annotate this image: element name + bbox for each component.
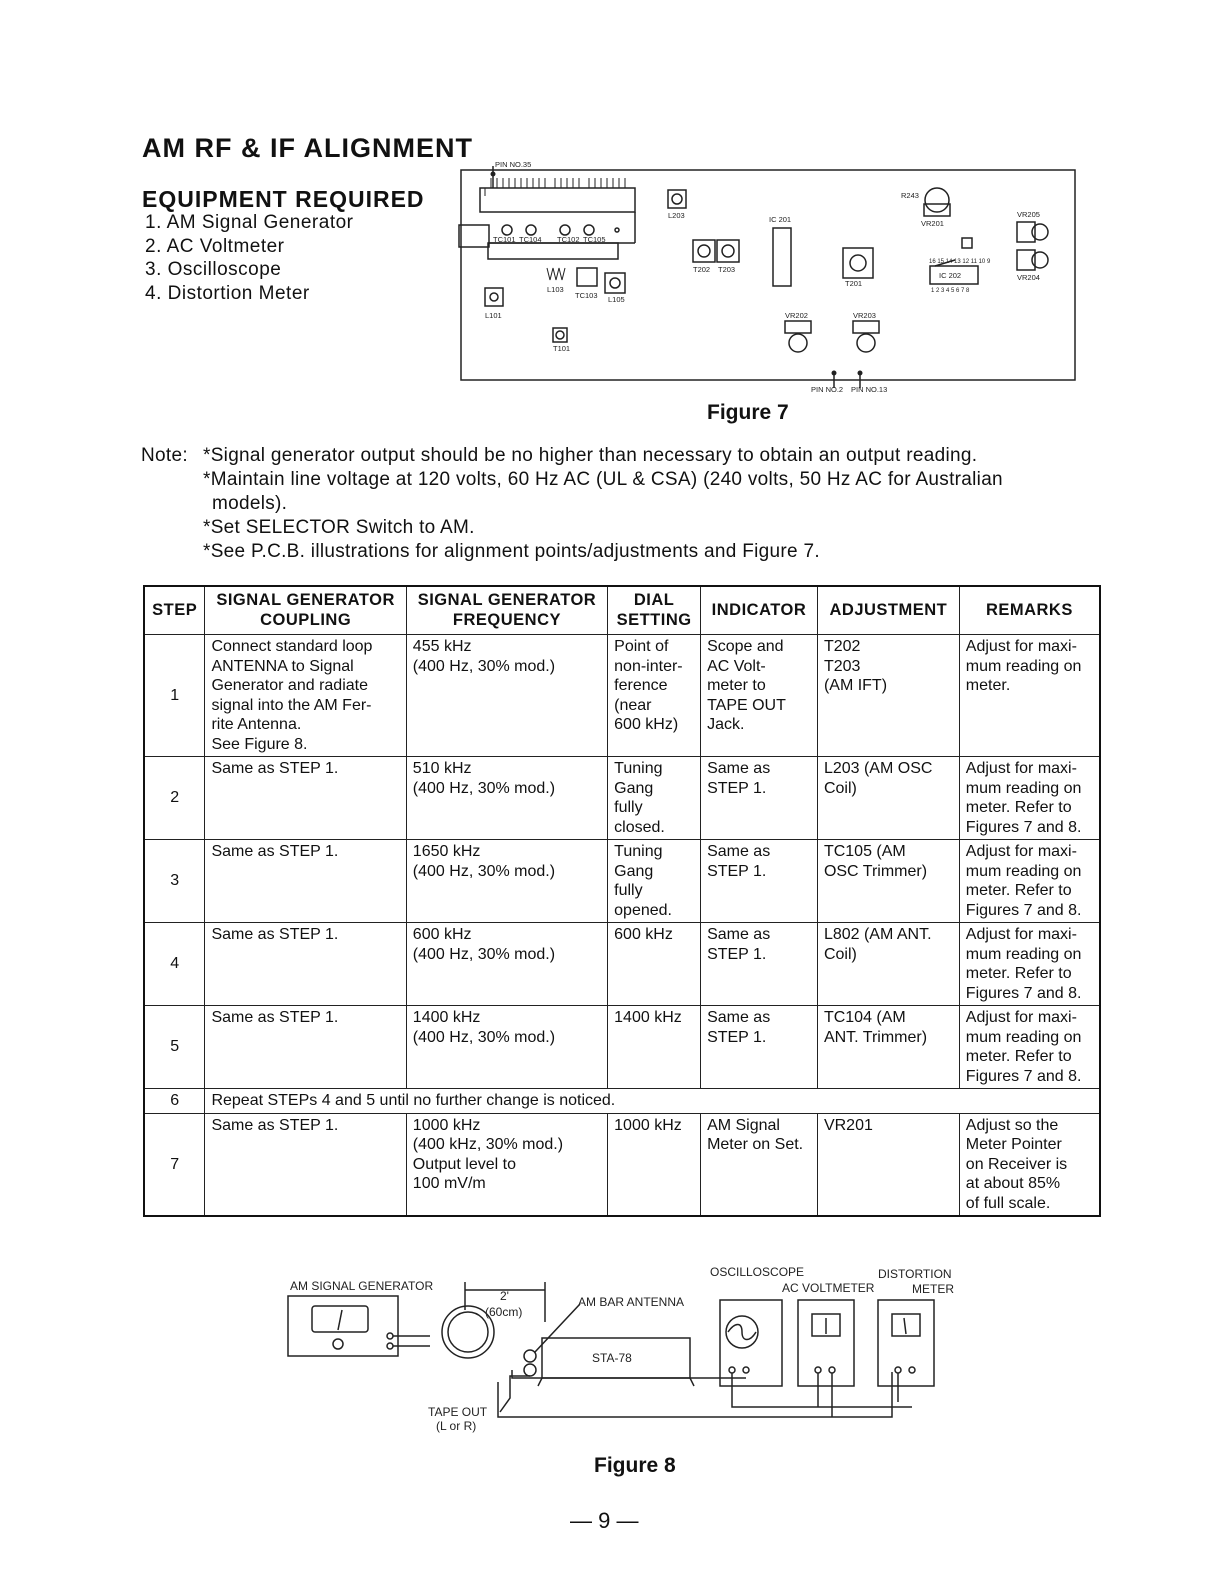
frequency-line: 455 kHz bbox=[412, 638, 472, 655]
remarks-line: meter. Refer to bbox=[965, 965, 1072, 982]
label-pin35: PIN NO.35 bbox=[495, 160, 532, 169]
label-ic202: IC 202 bbox=[939, 271, 962, 280]
frequency-line: 510 kHz bbox=[412, 760, 472, 777]
adjustment-cell bbox=[817, 923, 959, 1006]
coupling-cell bbox=[205, 923, 406, 1006]
remarks-line: Figures 7 and 8. bbox=[965, 984, 1082, 1002]
signal-generator-box bbox=[288, 1296, 398, 1356]
label-tape-out: TAPE OUT bbox=[428, 1405, 488, 1419]
figure7-caption: Figure 7 bbox=[707, 401, 789, 424]
table-row bbox=[144, 635, 1100, 757]
frequency-line: (400 Hz, 30% mod.) bbox=[412, 657, 556, 675]
label-vr204: VR204 bbox=[1017, 273, 1040, 282]
label-t201: T201 bbox=[845, 279, 863, 288]
remarks-cell bbox=[959, 1113, 1100, 1216]
label-t101: T101 bbox=[553, 344, 571, 353]
label-distance: 2' bbox=[500, 1289, 509, 1303]
remarks-line: Adjust for maxi- bbox=[965, 926, 1077, 943]
label-distance-cm: (60cm) bbox=[485, 1305, 523, 1319]
coupling-line: ANTENNA to Signal bbox=[211, 657, 354, 675]
label-vr205: VR205 bbox=[1017, 210, 1040, 219]
remarks-line: mum reading on bbox=[965, 862, 1082, 880]
table-row bbox=[144, 757, 1100, 840]
remarks-cell bbox=[959, 757, 1100, 840]
step-cell: 5 bbox=[144, 1006, 205, 1089]
adjustment-line: TC104 (AM bbox=[823, 1009, 906, 1026]
frequency-line: (400 Hz, 30% mod.) bbox=[412, 945, 556, 963]
coupling-cell bbox=[205, 1006, 406, 1089]
label-tc103: TC103 bbox=[575, 291, 598, 300]
adjustment-line: TC105 (AM bbox=[823, 843, 906, 860]
dial-line: 600 kHz) bbox=[614, 716, 679, 733]
label-tc104: TC104 bbox=[519, 235, 542, 244]
remarks-cell bbox=[959, 635, 1100, 757]
remarks-line: mum reading on bbox=[965, 779, 1082, 797]
frequency-cell bbox=[406, 1006, 607, 1089]
remarks-line: Figures 7 and 8. bbox=[965, 1067, 1082, 1085]
label-tc101: TC101 bbox=[493, 235, 516, 244]
coupling-line: Same as STEP 1. bbox=[211, 926, 339, 943]
indicator-line: meter to bbox=[707, 677, 766, 694]
label-distortion: DISTORTION bbox=[878, 1267, 952, 1281]
remarks-line: Adjust for maxi- bbox=[965, 843, 1077, 860]
adjustment-line: T202 bbox=[823, 638, 861, 655]
frequency-line: (400 Hz, 30% mod.) bbox=[412, 1028, 556, 1046]
indicator-line: Scope and bbox=[707, 638, 784, 655]
adjustment-line: L203 (AM OSC bbox=[823, 760, 933, 777]
dial-line: opened. bbox=[614, 901, 672, 919]
coupling-line: See Figure 8. bbox=[211, 735, 308, 753]
coupling-line: Same as STEP 1. bbox=[211, 843, 339, 860]
dial-line: (near bbox=[614, 696, 652, 714]
indicator-line: STEP 1. bbox=[707, 1028, 767, 1046]
remarks-line: Adjust for maxi- bbox=[965, 760, 1077, 777]
adjustment-cell bbox=[817, 635, 959, 757]
indicator-cell bbox=[701, 1113, 818, 1216]
frequency-line: 600 kHz bbox=[412, 926, 472, 943]
page-number: — 9 — bbox=[570, 1508, 639, 1533]
adjustment-cell bbox=[817, 1113, 959, 1216]
header-remarks: REMARKS bbox=[959, 586, 1100, 635]
indicator-line: Same as bbox=[707, 843, 771, 860]
label-l101: L101 bbox=[485, 311, 502, 320]
adjustment-line: OSC Trimmer) bbox=[823, 862, 928, 880]
indicator-line: STEP 1. bbox=[707, 862, 767, 880]
indicator-cell bbox=[701, 840, 818, 923]
alignment-table bbox=[143, 585, 1101, 1217]
adjustment-line: VR201 bbox=[823, 1116, 873, 1134]
header-indicator: INDICATOR bbox=[701, 586, 818, 635]
ac-voltmeter-box bbox=[798, 1300, 854, 1386]
adjustment-cell bbox=[817, 757, 959, 840]
frequency-line: 1000 kHz bbox=[412, 1116, 481, 1134]
table-header-row bbox=[144, 586, 1100, 635]
dial-line: closed. bbox=[614, 818, 665, 836]
remarks-line: mum reading on bbox=[965, 657, 1082, 675]
dial-line: Gang bbox=[614, 862, 654, 880]
remarks-line: mum reading on bbox=[965, 945, 1082, 963]
dial-line: Tuning bbox=[614, 843, 663, 860]
adjustment-line: Coil) bbox=[823, 945, 857, 963]
note-block bbox=[141, 444, 1141, 564]
frequency-line: (400 Hz, 30% mod.) bbox=[412, 779, 556, 797]
coupling-line: Same as STEP 1. bbox=[211, 760, 339, 777]
coupling-cell bbox=[205, 1113, 406, 1216]
adjustment-line: ANT. Trimmer) bbox=[823, 1028, 928, 1046]
label-ac-voltmeter: AC VOLTMETER bbox=[782, 1281, 875, 1295]
note-line: *Set SELECTOR Switch to AM. bbox=[203, 517, 475, 538]
adjustment-cell bbox=[817, 840, 959, 923]
adjustment-line: (AM IFT) bbox=[823, 677, 888, 694]
coupling-cell bbox=[205, 635, 406, 757]
label-am-signal-generator: AM SIGNAL GENERATOR bbox=[290, 1279, 434, 1293]
frequency-cell bbox=[406, 840, 607, 923]
indicator-cell bbox=[701, 635, 818, 757]
dial-line: Tuning bbox=[614, 760, 663, 777]
dial-line: 1000 kHz bbox=[614, 1116, 682, 1134]
indicator-line: Jack. bbox=[707, 716, 745, 733]
remarks-cell bbox=[959, 1006, 1100, 1089]
figure8-hookup-diagram bbox=[280, 1262, 970, 1438]
dial-line: fully bbox=[614, 882, 643, 899]
header-frequency: SIGNAL GENERATOR FREQUENCY bbox=[406, 586, 607, 635]
note-line: models). bbox=[212, 493, 288, 514]
frequency-line: 100 mV/m bbox=[412, 1175, 486, 1192]
step-cell: 6 bbox=[144, 1089, 205, 1114]
coupling-cell bbox=[205, 840, 406, 923]
dial-cell bbox=[608, 840, 701, 923]
indicator-line: AC Volt- bbox=[707, 657, 766, 675]
label-l203: L203 bbox=[668, 211, 685, 220]
header-step: STEP bbox=[144, 586, 205, 635]
remarks-line: Adjust for maxi- bbox=[965, 638, 1077, 655]
remarks-cell bbox=[959, 923, 1100, 1006]
remarks-line: of full scale. bbox=[965, 1194, 1051, 1212]
remarks-line: Figures 7 and 8. bbox=[965, 818, 1082, 836]
indicator-line: STEP 1. bbox=[707, 779, 767, 797]
adjustment-line: Coil) bbox=[823, 779, 857, 797]
step-cell: 3 bbox=[144, 840, 205, 923]
label-vr203: VR203 bbox=[853, 311, 876, 320]
table-row bbox=[144, 1089, 1100, 1114]
indicator-cell bbox=[701, 757, 818, 840]
adjustment-cell bbox=[817, 1006, 959, 1089]
equipment-item: 1. AM Signal Generator bbox=[145, 212, 354, 233]
note-line: *Maintain line voltage at 120 volts, 60 Hz AC (UL & CSA) (240 volts, 50 Hz AC for Australian bbox=[203, 469, 1003, 490]
frequency-line: (400 kHz, 30% mod.) bbox=[412, 1136, 564, 1153]
indicator-line: Same as bbox=[707, 926, 771, 943]
note-line: *Signal generator output should be no higher than necessary to obtain an output reading. bbox=[203, 445, 978, 466]
frequency-line: 1650 kHz bbox=[412, 843, 481, 860]
indicator-line: Meter on Set. bbox=[707, 1136, 804, 1153]
frequency-line: 1400 kHz bbox=[412, 1009, 481, 1026]
equipment-item: 4. Distortion Meter bbox=[145, 282, 310, 304]
label-distortion-meter: METER bbox=[912, 1282, 954, 1296]
indicator-line: AM Signal bbox=[707, 1116, 780, 1134]
label-t203: T203 bbox=[718, 265, 736, 274]
dial-line: non-inter- bbox=[614, 657, 683, 675]
span-note-cell: Repeat STEPs 4 and 5 until no further change is noticed. bbox=[205, 1089, 1100, 1114]
figure8-caption: Figure 8 bbox=[594, 1454, 676, 1477]
label-bar-antenna: AM BAR ANTENNA bbox=[578, 1295, 685, 1309]
frequency-cell bbox=[406, 923, 607, 1006]
label-set-model: STA-78 bbox=[592, 1351, 632, 1365]
remarks-line: meter. Refer to bbox=[965, 882, 1072, 899]
remarks-line: meter. Refer to bbox=[965, 1048, 1072, 1065]
coupling-cell bbox=[205, 757, 406, 840]
step-cell: 1 bbox=[144, 635, 205, 757]
adjustment-line: L802 (AM ANT. bbox=[823, 926, 932, 943]
coupling-line: Same as STEP 1. bbox=[211, 1116, 339, 1134]
label-vr201: VR201 bbox=[921, 219, 944, 228]
label-tc105: TC105 bbox=[583, 235, 606, 244]
dial-line: ference bbox=[614, 677, 668, 694]
note-line: *See P.C.B. illustrations for alignment points/adjustments and Figure 7. bbox=[203, 541, 820, 562]
label-ic202-pins: 1 2 3 4 5 6 7 8 bbox=[931, 288, 970, 294]
remarks-line: on Receiver is bbox=[965, 1155, 1068, 1173]
coupling-line: Same as STEP 1. bbox=[211, 1009, 339, 1026]
table-row bbox=[144, 840, 1100, 923]
label-vr202: VR202 bbox=[785, 311, 808, 320]
frequency-cell bbox=[406, 1113, 607, 1216]
equipment-item: 2. AC Voltmeter bbox=[145, 235, 285, 257]
indicator-cell bbox=[701, 923, 818, 1006]
frequency-line: (400 Hz, 30% mod.) bbox=[412, 862, 556, 880]
frequency-cell bbox=[406, 757, 607, 840]
page-title: AM RF & IF ALIGNMENT bbox=[142, 133, 473, 163]
label-ic202-top-pins: 16 15 14 13 12 11 10 9 bbox=[929, 259, 991, 265]
dial-cell bbox=[608, 923, 701, 1006]
coupling-line: signal into the AM Fer- bbox=[211, 696, 372, 714]
coupling-line: rite Antenna. bbox=[211, 716, 302, 733]
label-pin2: PIN NO.2 bbox=[811, 385, 844, 394]
dial-line: Point of bbox=[614, 638, 669, 655]
equipment-item: 3. Oscilloscope bbox=[145, 259, 282, 280]
frequency-cell bbox=[406, 635, 607, 757]
remarks-line: at about 85% bbox=[965, 1175, 1061, 1192]
table-row bbox=[144, 923, 1100, 1006]
label-l103: L103 bbox=[547, 285, 564, 294]
remarks-line: meter. bbox=[965, 677, 1011, 694]
coupling-line: Connect standard loop bbox=[211, 638, 373, 655]
remarks-line: Meter Pointer bbox=[965, 1136, 1062, 1153]
header-coupling: SIGNAL GENERATOR COUPLING bbox=[205, 586, 406, 635]
dial-cell bbox=[608, 757, 701, 840]
label-tc102: TC102 bbox=[557, 235, 580, 244]
indicator-line: STEP 1. bbox=[707, 945, 767, 963]
header-adjustment: ADJUSTMENT bbox=[817, 586, 959, 635]
label-t202: T202 bbox=[693, 265, 711, 274]
remarks-line: Figures 7 and 8. bbox=[965, 901, 1082, 919]
dial-cell bbox=[608, 635, 701, 757]
step-cell: 7 bbox=[144, 1113, 205, 1216]
indicator-line: Same as bbox=[707, 760, 771, 777]
tuner-gang bbox=[480, 188, 635, 212]
indicator-cell bbox=[701, 1006, 818, 1089]
oscilloscope-box bbox=[720, 1300, 782, 1386]
label-pin13: PIN NO.13 bbox=[851, 385, 888, 394]
indicator-line: TAPE OUT bbox=[707, 696, 786, 714]
distortion-meter-box bbox=[878, 1300, 934, 1386]
header-dial: DIAL SETTING bbox=[608, 586, 701, 635]
label-l105: L105 bbox=[608, 295, 625, 304]
dial-line: 600 kHz bbox=[614, 926, 673, 943]
remarks-cell bbox=[959, 840, 1100, 923]
remarks-line: meter. Refer to bbox=[965, 799, 1072, 816]
remarks-line: Adjust so the bbox=[965, 1116, 1059, 1134]
equipment-list bbox=[145, 211, 354, 305]
table-row bbox=[144, 1113, 1100, 1216]
figure7-pcb-diagram bbox=[455, 158, 1085, 398]
remarks-line: mum reading on bbox=[965, 1028, 1082, 1046]
dial-line: Gang bbox=[614, 779, 654, 797]
remarks-line: Adjust for maxi- bbox=[965, 1009, 1077, 1026]
step-cell: 2 bbox=[144, 757, 205, 840]
dial-line: fully bbox=[614, 799, 643, 816]
note-label: Note: bbox=[141, 445, 188, 466]
table-row bbox=[144, 1006, 1100, 1089]
dial-cell bbox=[608, 1006, 701, 1089]
dial-cell bbox=[608, 1113, 701, 1216]
step-cell: 4 bbox=[144, 923, 205, 1006]
coupling-line: Generator and radiate bbox=[211, 677, 368, 694]
indicator-line: Same as bbox=[707, 1009, 771, 1026]
frequency-line: Output level to bbox=[412, 1155, 516, 1173]
dial-line: 1400 kHz bbox=[614, 1009, 682, 1026]
label-oscilloscope: OSCILLOSCOPE bbox=[710, 1265, 805, 1279]
label-ic201: IC 201 bbox=[769, 215, 792, 224]
label-r243: R243 bbox=[901, 191, 919, 200]
label-tape-out-channel: (L or R) bbox=[436, 1419, 477, 1433]
equipment-heading: EQUIPMENT REQUIRED bbox=[142, 186, 425, 212]
adjustment-line: T203 bbox=[823, 657, 861, 675]
